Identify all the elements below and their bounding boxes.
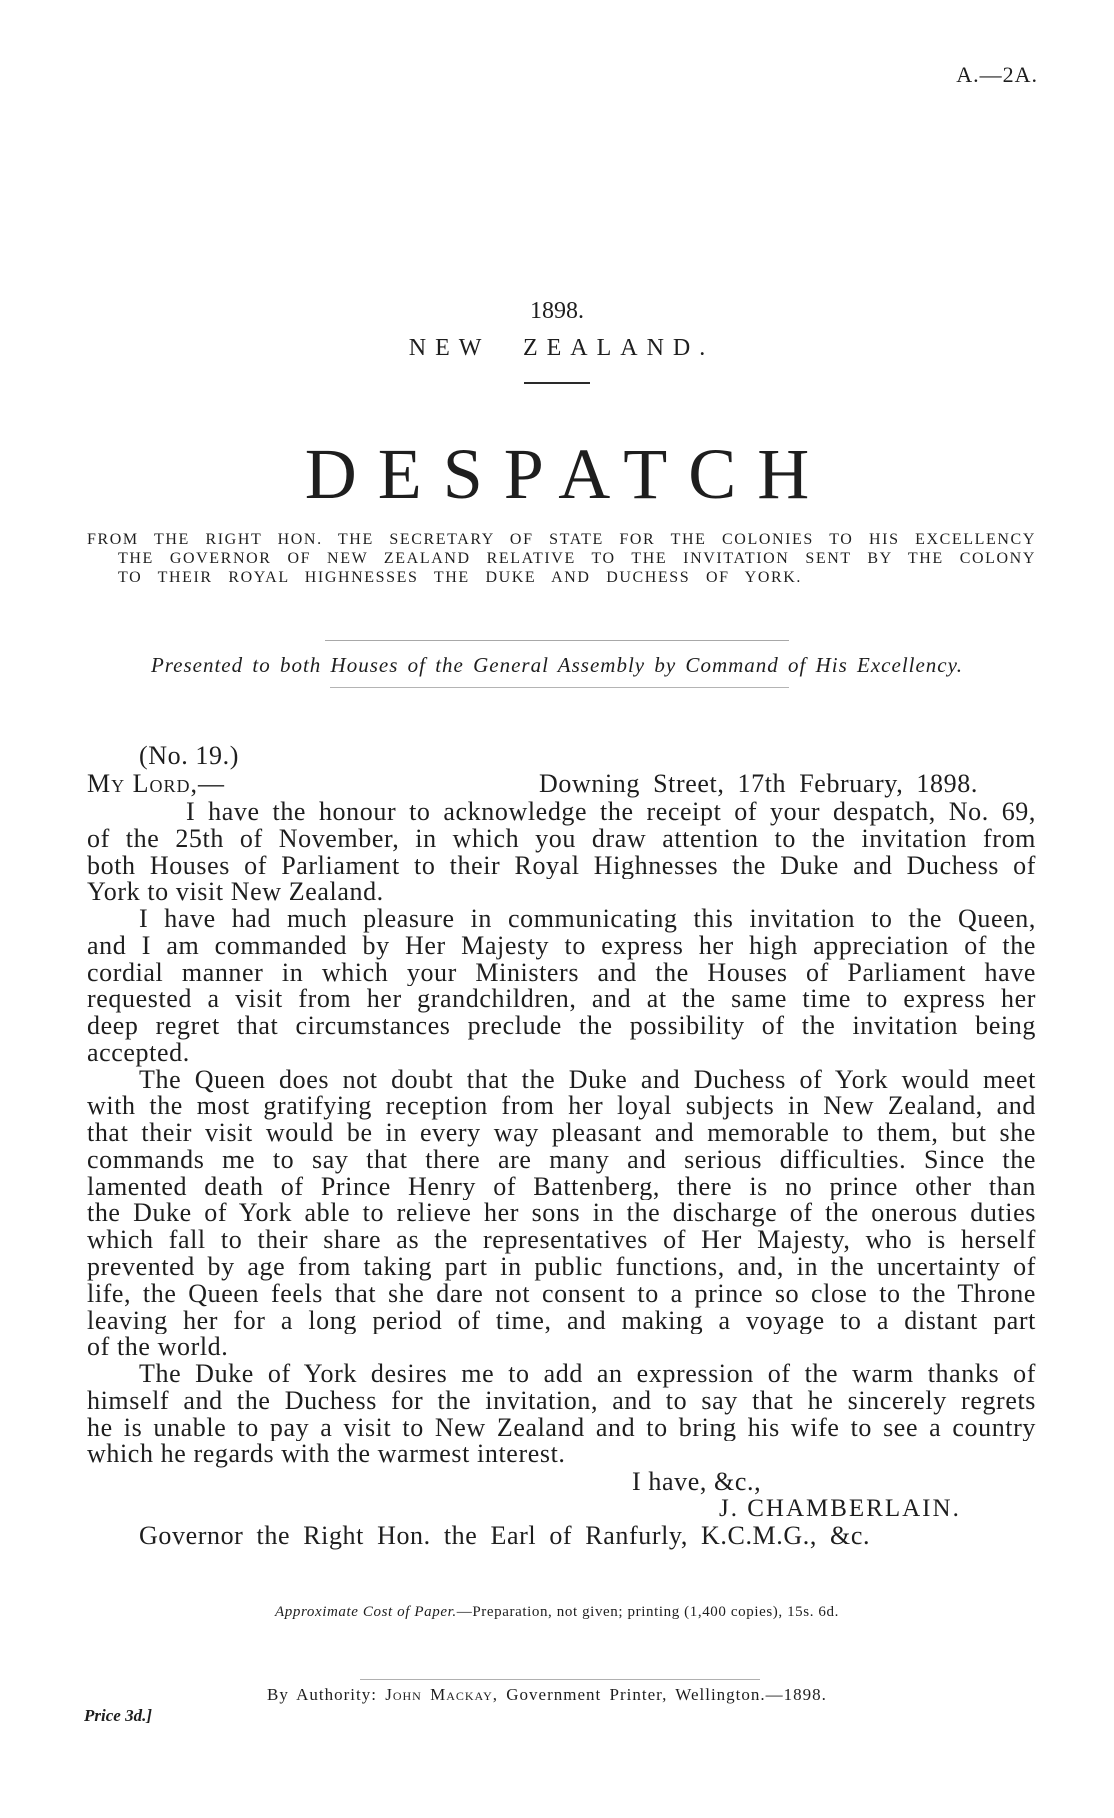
body-line: which fall to their share as the representatives of Her Majesty, who is herself [87,1227,1036,1255]
paper-reference: A.—2A. [956,62,1038,87]
footer-rule [360,1679,760,1680]
subtitle-line: TO THEIR ROYAL HIGHNESSES THE DUKE AND DUCHESS OF YORK. [118,569,802,586]
printer-imprint [267,1684,827,1705]
signature: J. CHAMBERLAIN. [719,1495,961,1522]
presentation-note: Presented to both Houses of the General Assembly by Command of His Excellency. [150,653,964,677]
body-line: which he regards with the warmest interest. [87,1441,566,1469]
cost-label: Approximate Cost of Paper. [275,1604,457,1620]
body-line: York to visit New Zealand. [87,879,384,907]
body-line: that their visit would be in every way pleasant and memorable to them, but she [87,1120,1036,1147]
body-line: accepted. [87,1039,190,1067]
body-line: I have the honour to acknowledge the receipt of your despatch, No. 69, [186,799,1036,826]
body-line: both Houses of Parliament to their Royal Highnesses the Duke and Duchess of [87,852,1036,880]
body-line: commands me to say that there are many and serious difficulties. Since the [87,1146,1036,1174]
body-line: cordial manner in which your Ministers and the Houses of Parliament have [87,959,1036,987]
despatch-number: (No. 19.) [139,741,239,770]
body-line: The Duke of York desires me to add an expression of the warm thanks of [139,1361,1036,1388]
divider-top [325,640,789,641]
body-line: he is unable to pay a visit to New Zealand and to bring his wife to see a country [87,1414,1036,1442]
cost-detail: —Preparation, not given; printing (1,400 copies), 15s. 6d. [456,1604,839,1620]
dateline: Downing Street, 17th February, 1898. [539,769,978,798]
body-line: prevented by age from taking part in public functions, and, in the uncertainty of [87,1254,1036,1281]
subtitle-line: FROM THE RIGHT HON. THE SECRETARY OF STATE FOR THE COLONIES TO HIS EXCELLENCY [87,531,1036,548]
price-note: Price 3d.] [84,1706,152,1725]
imprint-suffix: , Government Printer, Wellington.—1898. [492,1685,827,1704]
body-line: himself and the Duchess for the invitation, and to say that he sincerely regrets [87,1387,1036,1415]
body-line: I have had much pleasure in communicating this invitation to the Queen, [139,906,1036,933]
body-line: deep regret that circumstances preclude the possibility of the invitation being [87,1013,1036,1040]
body-line: with the most gratifying reception from her loyal subjects in New Zealand, and [87,1093,1036,1121]
body-line: requested a visit from her grandchildren, and at the same time to express her [87,986,1036,1014]
body-line: of the world. [87,1334,229,1362]
divider-bottom [330,687,789,688]
document-heading: DESPATCH [304,434,831,514]
addressee: Governor the Right Hon. the Earl of Ranfurly, K.C.M.G., &c. [139,1521,871,1550]
body-line: lamented death of Prince Henry of Battenberg, there is no prince other than [87,1173,1036,1201]
imprint-prefix: By Authority: [267,1685,386,1704]
body-line: leaving her for a long period of time, and making a voyage to a distant part [87,1307,1036,1335]
title-rule [524,382,590,384]
body-line: life, the Queen feels that she dare not consent to a prince so close to the Throne [87,1280,1036,1308]
year: 1898. [530,298,584,324]
body-line: of the 25th of November, in which you draw attention to the invitation from [87,825,1036,853]
body-line: The Queen does not doubt that the Duke and Duchess of York would meet [139,1066,1036,1094]
body-line: the Duke of York able to relieve her sons in the discharge of the onerous duties [87,1200,1036,1228]
letter-body [87,799,1036,1468]
colony-name: NEW ZEALAND. [408,335,715,361]
printer-name: John Mackay [385,1685,493,1704]
cost-note [0,1603,1114,1622]
body-line: and I am commanded by Her Majesty to express her high appreciation of the [87,932,1036,960]
salutation: My Lord,— [87,769,226,798]
closing: I have, &c., [632,1467,762,1496]
subtitle-line: THE GOVERNOR OF NEW ZEALAND RELATIVE TO THE INVITATION SENT BY THE COLONY [118,550,1036,567]
